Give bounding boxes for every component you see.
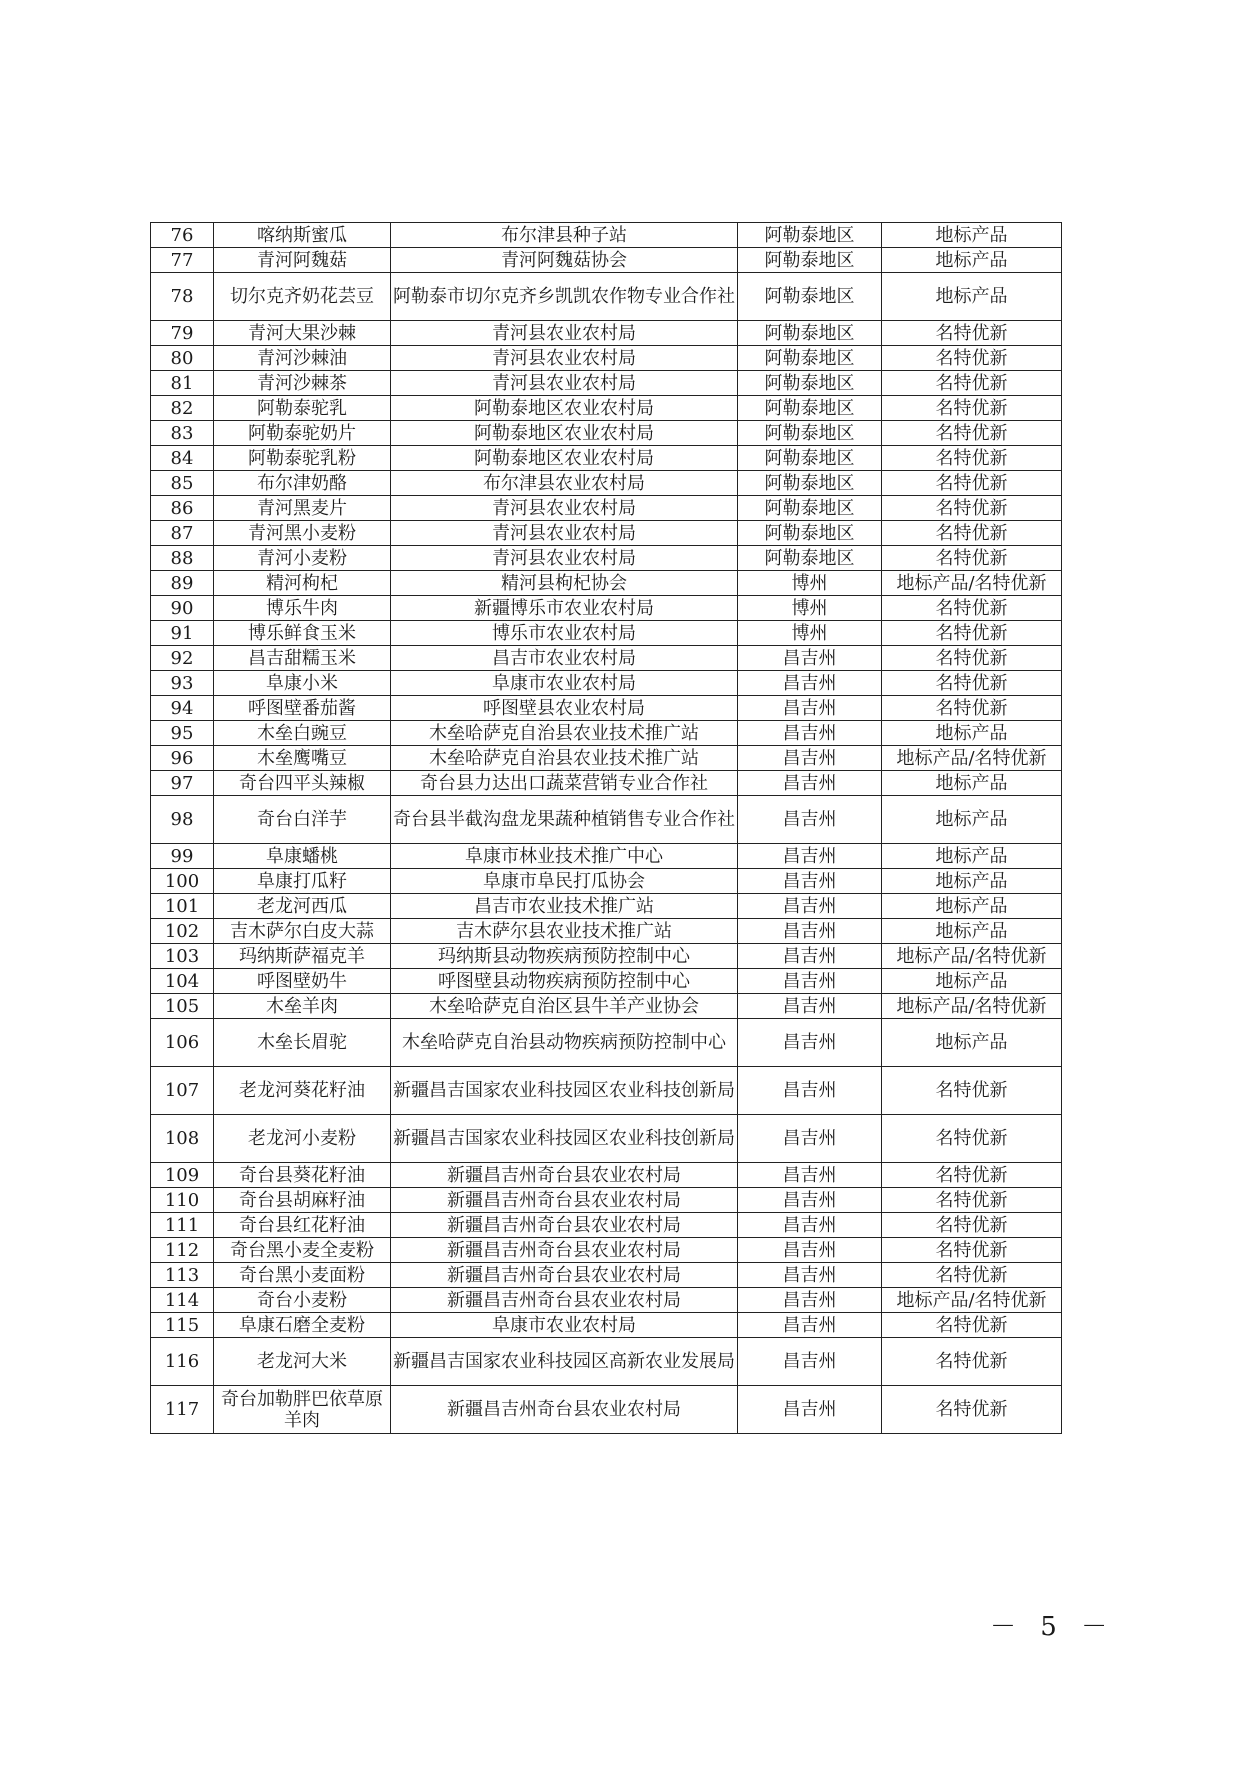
region-cell: 昌吉州 xyxy=(738,721,882,746)
applicant-org-cell: 奇台县力达出口蔬菜营销专业合作社 xyxy=(391,771,738,796)
category-cell: 地标产品/名特优新 xyxy=(882,1288,1062,1313)
region-cell: 昌吉州 xyxy=(738,944,882,969)
table-row xyxy=(151,1067,1062,1115)
region-cell: 阿勒泰地区 xyxy=(738,471,882,496)
product-name-cell: 喀纳斯蜜瓜 xyxy=(214,223,391,248)
table-row xyxy=(151,994,1062,1019)
table-row xyxy=(151,371,1062,396)
row-number-cell: 89 xyxy=(151,571,214,596)
table-row xyxy=(151,869,1062,894)
region-cell: 昌吉州 xyxy=(738,919,882,944)
product-name-cell: 阜康蟠桃 xyxy=(214,844,391,869)
table-row xyxy=(151,571,1062,596)
row-number-cell: 87 xyxy=(151,521,214,546)
table-row xyxy=(151,396,1062,421)
applicant-org-cell: 木垒哈萨克自治县农业技术推广站 xyxy=(391,721,738,746)
applicant-org-cell: 阜康市林业技术推广中心 xyxy=(391,844,738,869)
applicant-org-cell: 青河阿魏菇协会 xyxy=(391,248,738,273)
product-name-cell: 呼图壁奶牛 xyxy=(214,969,391,994)
region-cell: 阿勒泰地区 xyxy=(738,496,882,521)
row-number-cell: 96 xyxy=(151,746,214,771)
product-name-cell: 奇台县葵花籽油 xyxy=(214,1163,391,1188)
applicant-org-cell: 木垒哈萨克自治县农业技术推广站 xyxy=(391,746,738,771)
table-row xyxy=(151,1313,1062,1338)
region-cell: 昌吉州 xyxy=(738,969,882,994)
row-number-cell: 114 xyxy=(151,1288,214,1313)
region-cell: 阿勒泰地区 xyxy=(738,521,882,546)
category-cell: 地标产品/名特优新 xyxy=(882,994,1062,1019)
category-cell: 名特优新 xyxy=(882,346,1062,371)
region-cell: 昌吉州 xyxy=(738,646,882,671)
applicant-org-cell: 新疆昌吉州奇台县农业农村局 xyxy=(391,1188,738,1213)
category-cell: 地标产品 xyxy=(882,721,1062,746)
row-number-cell: 100 xyxy=(151,869,214,894)
category-cell: 地标产品 xyxy=(882,796,1062,844)
category-cell: 地标产品/名特优新 xyxy=(882,944,1062,969)
applicant-org-cell: 新疆昌吉国家农业科技园区农业科技创新局 xyxy=(391,1115,738,1163)
category-cell: 名特优新 xyxy=(882,1188,1062,1213)
row-number-cell: 83 xyxy=(151,421,214,446)
row-number-cell: 86 xyxy=(151,496,214,521)
region-cell: 阿勒泰地区 xyxy=(738,396,882,421)
table-row xyxy=(151,1338,1062,1386)
row-number-cell: 112 xyxy=(151,1238,214,1263)
applicant-org-cell: 布尔津县农业农村局 xyxy=(391,471,738,496)
product-name-cell: 阿勒泰驼乳 xyxy=(214,396,391,421)
table-row xyxy=(151,421,1062,446)
applicant-org-cell: 青河县农业农村局 xyxy=(391,346,738,371)
product-name-cell: 博乐牛肉 xyxy=(214,596,391,621)
category-cell: 名特优新 xyxy=(882,546,1062,571)
table-row xyxy=(151,621,1062,646)
region-cell: 昌吉州 xyxy=(738,696,882,721)
region-cell: 昌吉州 xyxy=(738,1163,882,1188)
row-number-cell: 99 xyxy=(151,844,214,869)
applicant-org-cell: 阜康市农业农村局 xyxy=(391,671,738,696)
region-cell: 博州 xyxy=(738,596,882,621)
row-number-cell: 107 xyxy=(151,1067,214,1115)
row-number-cell: 103 xyxy=(151,944,214,969)
applicant-org-cell: 木垒哈萨克自治区县牛羊产业协会 xyxy=(391,994,738,1019)
region-cell: 昌吉州 xyxy=(738,1386,882,1434)
applicant-org-cell: 玛纳斯县动物疾病预防控制中心 xyxy=(391,944,738,969)
row-number-cell: 115 xyxy=(151,1313,214,1338)
region-cell: 阿勒泰地区 xyxy=(738,248,882,273)
table-row xyxy=(151,248,1062,273)
table-row xyxy=(151,919,1062,944)
category-cell: 名特优新 xyxy=(882,496,1062,521)
table-row xyxy=(151,1188,1062,1213)
category-cell: 名特优新 xyxy=(882,1338,1062,1386)
category-cell: 名特优新 xyxy=(882,646,1062,671)
applicant-org-cell: 新疆昌吉州奇台县农业农村局 xyxy=(391,1213,738,1238)
applicant-org-cell: 呼图壁县农业农村局 xyxy=(391,696,738,721)
product-name-cell: 阜康小米 xyxy=(214,671,391,696)
applicant-org-cell: 吉木萨尔县农业技术推广站 xyxy=(391,919,738,944)
category-cell: 名特优新 xyxy=(882,521,1062,546)
region-cell: 阿勒泰地区 xyxy=(738,546,882,571)
product-name-cell: 奇台黑小麦面粉 xyxy=(214,1263,391,1288)
region-cell: 昌吉州 xyxy=(738,994,882,1019)
table-row xyxy=(151,1163,1062,1188)
row-number-cell: 81 xyxy=(151,371,214,396)
row-number-cell: 113 xyxy=(151,1263,214,1288)
region-cell: 昌吉州 xyxy=(738,1115,882,1163)
applicant-org-cell: 新疆昌吉州奇台县农业农村局 xyxy=(391,1288,738,1313)
region-cell: 阿勒泰地区 xyxy=(738,223,882,248)
applicant-org-cell: 奇台县半截沟盘龙果蔬种植销售专业合作社 xyxy=(391,796,738,844)
region-cell: 博州 xyxy=(738,571,882,596)
row-number-cell: 93 xyxy=(151,671,214,696)
product-name-cell: 玛纳斯萨福克羊 xyxy=(214,944,391,969)
category-cell: 地标产品/名特优新 xyxy=(882,571,1062,596)
region-cell: 昌吉州 xyxy=(738,869,882,894)
product-name-cell: 布尔津奶酪 xyxy=(214,471,391,496)
category-cell: 地标产品 xyxy=(882,894,1062,919)
table-row xyxy=(151,944,1062,969)
product-name-cell: 奇台黑小麦全麦粉 xyxy=(214,1238,391,1263)
region-cell: 博州 xyxy=(738,621,882,646)
region-cell: 昌吉州 xyxy=(738,1313,882,1338)
table-row xyxy=(151,1386,1062,1434)
category-cell: 名特优新 xyxy=(882,471,1062,496)
applicant-org-cell: 新疆昌吉州奇台县农业农村局 xyxy=(391,1238,738,1263)
product-name-cell: 吉木萨尔白皮大蒜 xyxy=(214,919,391,944)
product-name-cell: 木垒长眉驼 xyxy=(214,1019,391,1067)
category-cell: 名特优新 xyxy=(882,696,1062,721)
region-cell: 昌吉州 xyxy=(738,771,882,796)
applicant-org-cell: 青河县农业农村局 xyxy=(391,321,738,346)
table-row xyxy=(151,771,1062,796)
table-row xyxy=(151,273,1062,321)
product-name-cell: 奇台加勒胖巴依草原羊肉 xyxy=(214,1386,391,1434)
applicant-org-cell: 阿勒泰地区农业农村局 xyxy=(391,396,738,421)
row-number-cell: 90 xyxy=(151,596,214,621)
category-cell: 地标产品 xyxy=(882,844,1062,869)
applicant-org-cell: 昌吉市农业技术推广站 xyxy=(391,894,738,919)
row-number-cell: 91 xyxy=(151,621,214,646)
row-number-cell: 95 xyxy=(151,721,214,746)
applicant-org-cell: 阜康市农业农村局 xyxy=(391,1313,738,1338)
region-cell: 昌吉州 xyxy=(738,1213,882,1238)
row-number-cell: 79 xyxy=(151,321,214,346)
region-cell: 昌吉州 xyxy=(738,844,882,869)
category-cell: 名特优新 xyxy=(882,1238,1062,1263)
category-cell: 名特优新 xyxy=(882,1163,1062,1188)
row-number-cell: 97 xyxy=(151,771,214,796)
table-row xyxy=(151,546,1062,571)
product-name-cell: 老龙河小麦粉 xyxy=(214,1115,391,1163)
applicant-org-cell: 阿勒泰地区农业农村局 xyxy=(391,446,738,471)
row-number-cell: 84 xyxy=(151,446,214,471)
applicant-org-cell: 阜康市阜民打瓜协会 xyxy=(391,869,738,894)
category-cell: 名特优新 xyxy=(882,621,1062,646)
region-cell: 阿勒泰地区 xyxy=(738,321,882,346)
row-number-cell: 78 xyxy=(151,273,214,321)
product-name-cell: 老龙河西瓜 xyxy=(214,894,391,919)
row-number-cell: 117 xyxy=(151,1386,214,1434)
applicant-org-cell: 新疆昌吉国家农业科技园区高新农业发展局 xyxy=(391,1338,738,1386)
category-cell: 名特优新 xyxy=(882,1313,1062,1338)
category-cell: 地标产品 xyxy=(882,248,1062,273)
product-name-cell: 阜康石磨全麦粉 xyxy=(214,1313,391,1338)
region-cell: 昌吉州 xyxy=(738,894,882,919)
region-cell: 阿勒泰地区 xyxy=(738,421,882,446)
row-number-cell: 106 xyxy=(151,1019,214,1067)
product-name-cell: 青河黑麦片 xyxy=(214,496,391,521)
product-name-cell: 木垒鹰嘴豆 xyxy=(214,746,391,771)
row-number-cell: 98 xyxy=(151,796,214,844)
product-name-cell: 奇台四平头辣椒 xyxy=(214,771,391,796)
table-row xyxy=(151,521,1062,546)
applicant-org-cell: 青河县农业农村局 xyxy=(391,521,738,546)
table-row xyxy=(151,646,1062,671)
table-row xyxy=(151,321,1062,346)
row-number-cell: 109 xyxy=(151,1163,214,1188)
table-row xyxy=(151,223,1062,248)
category-cell: 地标产品/名特优新 xyxy=(882,746,1062,771)
category-cell: 地标产品 xyxy=(882,223,1062,248)
region-cell: 阿勒泰地区 xyxy=(738,346,882,371)
product-name-cell: 青河阿魏菇 xyxy=(214,248,391,273)
region-cell: 昌吉州 xyxy=(738,671,882,696)
product-name-cell: 青河沙棘油 xyxy=(214,346,391,371)
row-number-cell: 82 xyxy=(151,396,214,421)
applicant-org-cell: 木垒哈萨克自治县动物疾病预防控制中心 xyxy=(391,1019,738,1067)
row-number-cell: 85 xyxy=(151,471,214,496)
row-number-cell: 101 xyxy=(151,894,214,919)
category-cell: 名特优新 xyxy=(882,1386,1062,1434)
region-cell: 昌吉州 xyxy=(738,746,882,771)
category-cell: 地标产品 xyxy=(882,919,1062,944)
row-number-cell: 104 xyxy=(151,969,214,994)
applicant-org-cell: 阿勒泰地区农业农村局 xyxy=(391,421,738,446)
product-name-cell: 昌吉甜糯玉米 xyxy=(214,646,391,671)
table-row xyxy=(151,596,1062,621)
product-name-cell: 青河大果沙棘 xyxy=(214,321,391,346)
region-cell: 昌吉州 xyxy=(738,1238,882,1263)
table-row xyxy=(151,796,1062,844)
table-row xyxy=(151,696,1062,721)
product-name-cell: 阿勒泰驼奶片 xyxy=(214,421,391,446)
region-cell: 昌吉州 xyxy=(738,796,882,844)
applicant-org-cell: 新疆昌吉州奇台县农业农村局 xyxy=(391,1163,738,1188)
row-number-cell: 108 xyxy=(151,1115,214,1163)
product-name-cell: 青河小麦粉 xyxy=(214,546,391,571)
table-row xyxy=(151,1263,1062,1288)
region-cell: 阿勒泰地区 xyxy=(738,446,882,471)
row-number-cell: 88 xyxy=(151,546,214,571)
category-cell: 名特优新 xyxy=(882,371,1062,396)
row-number-cell: 77 xyxy=(151,248,214,273)
row-number-cell: 80 xyxy=(151,346,214,371)
table-row xyxy=(151,1213,1062,1238)
product-name-cell: 老龙河葵花籽油 xyxy=(214,1067,391,1115)
applicant-org-cell: 新疆昌吉州奇台县农业农村局 xyxy=(391,1263,738,1288)
row-number-cell: 110 xyxy=(151,1188,214,1213)
product-name-cell: 奇台小麦粉 xyxy=(214,1288,391,1313)
applicant-org-cell: 新疆博乐市农业农村局 xyxy=(391,596,738,621)
table-row xyxy=(151,1288,1062,1313)
applicant-org-cell: 精河县枸杞协会 xyxy=(391,571,738,596)
product-name-cell: 奇台县胡麻籽油 xyxy=(214,1188,391,1213)
applicant-org-cell: 青河县农业农村局 xyxy=(391,496,738,521)
category-cell: 地标产品 xyxy=(882,969,1062,994)
region-cell: 昌吉州 xyxy=(738,1067,882,1115)
table-row xyxy=(151,496,1062,521)
table-row xyxy=(151,746,1062,771)
table-row xyxy=(151,1115,1062,1163)
category-cell: 名特优新 xyxy=(882,446,1062,471)
row-number-cell: 116 xyxy=(151,1338,214,1386)
category-cell: 名特优新 xyxy=(882,421,1062,446)
product-list-table xyxy=(150,222,1062,1434)
category-cell: 地标产品 xyxy=(882,1019,1062,1067)
table-row xyxy=(151,894,1062,919)
product-name-cell: 奇台县红花籽油 xyxy=(214,1213,391,1238)
row-number-cell: 105 xyxy=(151,994,214,1019)
applicant-org-cell: 布尔津县种子站 xyxy=(391,223,738,248)
applicant-org-cell: 阿勒泰市切尔克齐乡凯凯农作物专业合作社 xyxy=(391,273,738,321)
row-number-cell: 76 xyxy=(151,223,214,248)
category-cell: 名特优新 xyxy=(882,321,1062,346)
product-name-cell: 博乐鲜食玉米 xyxy=(214,621,391,646)
applicant-org-cell: 新疆昌吉州奇台县农业农村局 xyxy=(391,1386,738,1434)
product-name-cell: 老龙河大米 xyxy=(214,1338,391,1386)
table-row xyxy=(151,1019,1062,1067)
table-row xyxy=(151,346,1062,371)
row-number-cell: 92 xyxy=(151,646,214,671)
row-number-cell: 94 xyxy=(151,696,214,721)
table-row xyxy=(151,1238,1062,1263)
product-name-cell: 阜康打瓜籽 xyxy=(214,869,391,894)
region-cell: 昌吉州 xyxy=(738,1288,882,1313)
product-name-cell: 精河枸杞 xyxy=(214,571,391,596)
row-number-cell: 102 xyxy=(151,919,214,944)
product-name-cell: 青河沙棘茶 xyxy=(214,371,391,396)
applicant-org-cell: 博乐市农业农村局 xyxy=(391,621,738,646)
category-cell: 名特优新 xyxy=(882,596,1062,621)
category-cell: 名特优新 xyxy=(882,1067,1062,1115)
category-cell: 地标产品 xyxy=(882,869,1062,894)
table-row xyxy=(151,446,1062,471)
product-name-cell: 阿勒泰驼乳粉 xyxy=(214,446,391,471)
product-name-cell: 呼图壁番茄酱 xyxy=(214,696,391,721)
row-number-cell: 111 xyxy=(151,1213,214,1238)
applicant-org-cell: 青河县农业农村局 xyxy=(391,371,738,396)
category-cell: 名特优新 xyxy=(882,1263,1062,1288)
region-cell: 昌吉州 xyxy=(738,1263,882,1288)
category-cell: 名特优新 xyxy=(882,1115,1062,1163)
category-cell: 地标产品 xyxy=(882,273,1062,321)
category-cell: 名特优新 xyxy=(882,1213,1062,1238)
table-row xyxy=(151,471,1062,496)
applicant-org-cell: 新疆昌吉国家农业科技园区农业科技创新局 xyxy=(391,1067,738,1115)
region-cell: 昌吉州 xyxy=(738,1019,882,1067)
page-number: － 5 － xyxy=(990,1612,1116,1642)
category-cell: 名特优新 xyxy=(882,671,1062,696)
product-name-cell: 木垒白豌豆 xyxy=(214,721,391,746)
table-row xyxy=(151,721,1062,746)
table-row xyxy=(151,969,1062,994)
applicant-org-cell: 昌吉市农业农村局 xyxy=(391,646,738,671)
region-cell: 昌吉州 xyxy=(738,1338,882,1386)
region-cell: 阿勒泰地区 xyxy=(738,371,882,396)
region-cell: 昌吉州 xyxy=(738,1188,882,1213)
product-name-cell: 奇台白洋芋 xyxy=(214,796,391,844)
product-name-cell: 切尔克齐奶花芸豆 xyxy=(214,273,391,321)
applicant-org-cell: 呼图壁县动物疾病预防控制中心 xyxy=(391,969,738,994)
region-cell: 阿勒泰地区 xyxy=(738,273,882,321)
product-name-cell: 木垒羊肉 xyxy=(214,994,391,1019)
table-row xyxy=(151,844,1062,869)
table-row xyxy=(151,671,1062,696)
applicant-org-cell: 青河县农业农村局 xyxy=(391,546,738,571)
category-cell: 名特优新 xyxy=(882,396,1062,421)
product-name-cell: 青河黑小麦粉 xyxy=(214,521,391,546)
category-cell: 地标产品 xyxy=(882,771,1062,796)
